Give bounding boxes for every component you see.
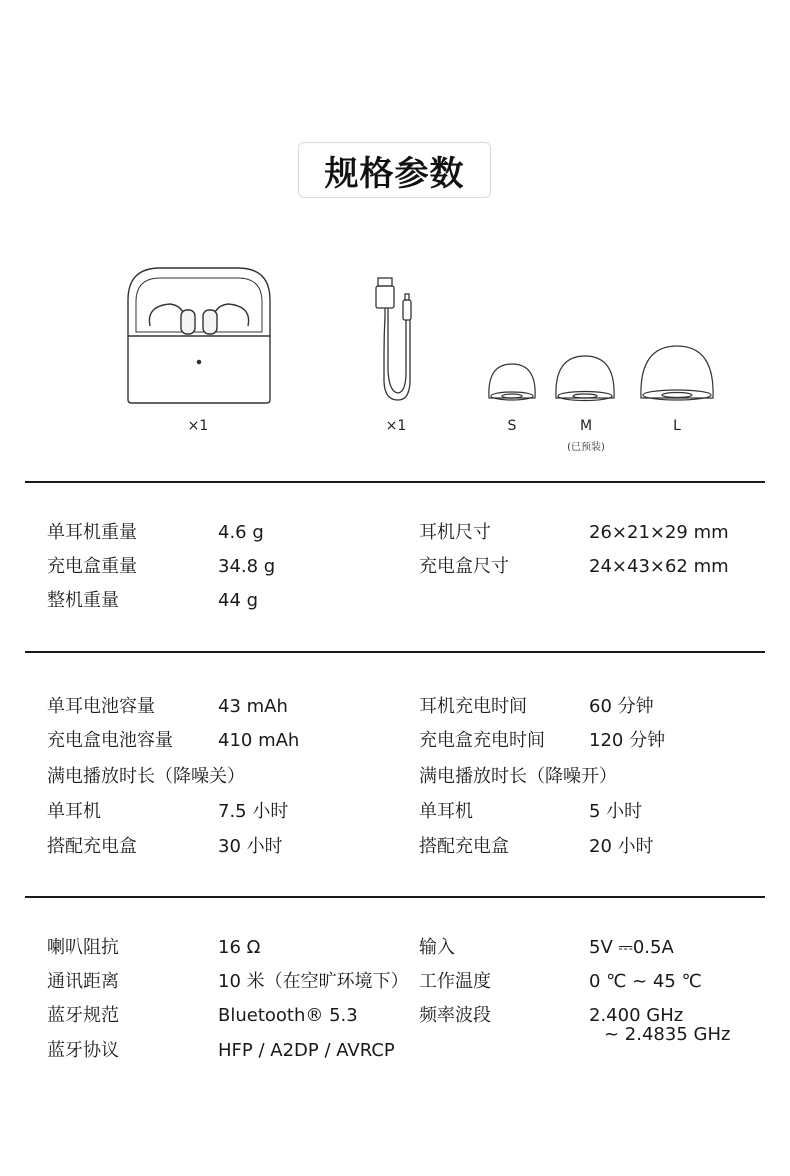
spec-label: 充电盒充电时间	[419, 730, 545, 751]
spec-value: 5V ⎓0.5A	[589, 937, 674, 958]
spec-label: 耳机充电时间	[419, 696, 527, 717]
spec-label: 充电盒重量	[47, 556, 137, 577]
spec-value: 10 米（在空旷环境下）	[218, 971, 409, 992]
spec-value: 16 Ω	[218, 937, 261, 958]
spec-value: 60 分钟	[589, 696, 654, 717]
ear-tip-s-icon	[489, 364, 535, 400]
spec-label: 单耳机重量	[47, 522, 137, 543]
tip-size-s: S	[507, 418, 517, 434]
spec-value: 7.5 小时	[218, 801, 289, 822]
ear-tip-l-icon	[641, 346, 713, 400]
spec-label: 单耳机	[47, 801, 101, 822]
playback-heading-anc-off: 满电播放时长（降噪关）	[47, 766, 245, 787]
spec-label: 搭配充电盒	[419, 836, 509, 857]
spec-label: 搭配充电盒	[47, 836, 137, 857]
spec-label: 工作温度	[419, 971, 491, 992]
tip-size-l: L	[673, 418, 681, 434]
case-quantity: ×1	[187, 418, 209, 434]
spec-value: 0 ℃ ~ 45 ℃	[589, 971, 702, 992]
spec-value: 30 小时	[218, 836, 283, 857]
tip-size-m: M	[579, 418, 593, 434]
ear-tip-m-icon	[556, 356, 614, 401]
spec-label: 充电盒电池容量	[47, 730, 173, 751]
usb-cable-icon	[376, 278, 411, 400]
spec-label: 输入	[419, 937, 455, 958]
spec-value: 26×21×29 mm	[589, 522, 729, 543]
spec-label: 耳机尺寸	[419, 522, 491, 543]
spec-label: 频率波段	[419, 1005, 491, 1026]
spec-value: 2.400 GHz	[589, 1005, 684, 1026]
spec-value: 4.6 g	[218, 522, 264, 543]
page-title: 规格参数	[298, 142, 491, 198]
spec-label: 充电盒尺寸	[419, 556, 509, 577]
spec-value: 24×43×62 mm	[589, 556, 729, 577]
spec-label: 单耳电池容量	[47, 696, 155, 717]
spec-value: 44 g	[218, 590, 259, 611]
section-divider	[25, 651, 765, 653]
spec-label: 整机重量	[47, 590, 119, 611]
spec-value: 410 mAh	[218, 730, 300, 751]
spec-value: 20 小时	[589, 836, 654, 857]
spec-value: HFP / A2DP / AVRCP	[218, 1040, 395, 1061]
spec-label: 单耳机	[419, 801, 473, 822]
section-divider	[25, 481, 765, 483]
spec-value: 43 mAh	[218, 696, 288, 717]
spec-label: 蓝牙协议	[47, 1040, 119, 1061]
spec-value-continued: ~ 2.4835 GHz	[604, 1024, 731, 1045]
section-divider	[25, 896, 765, 898]
spec-value: 120 分钟	[589, 730, 666, 751]
spec-value: 5 小时	[589, 801, 643, 822]
tip-m-note: (已预装)	[567, 442, 605, 453]
playback-heading-anc-on: 满电播放时长（降噪开）	[419, 766, 617, 787]
charging-case-icon	[128, 268, 270, 403]
spec-label: 通讯距离	[47, 971, 119, 992]
cable-quantity: ×1	[385, 418, 407, 434]
spec-label: 喇叭阻抗	[47, 937, 119, 958]
spec-value: Bluetooth® 5.3	[218, 1005, 358, 1026]
spec-value: 34.8 g	[218, 556, 276, 577]
spec-label: 蓝牙规范	[47, 1005, 119, 1026]
